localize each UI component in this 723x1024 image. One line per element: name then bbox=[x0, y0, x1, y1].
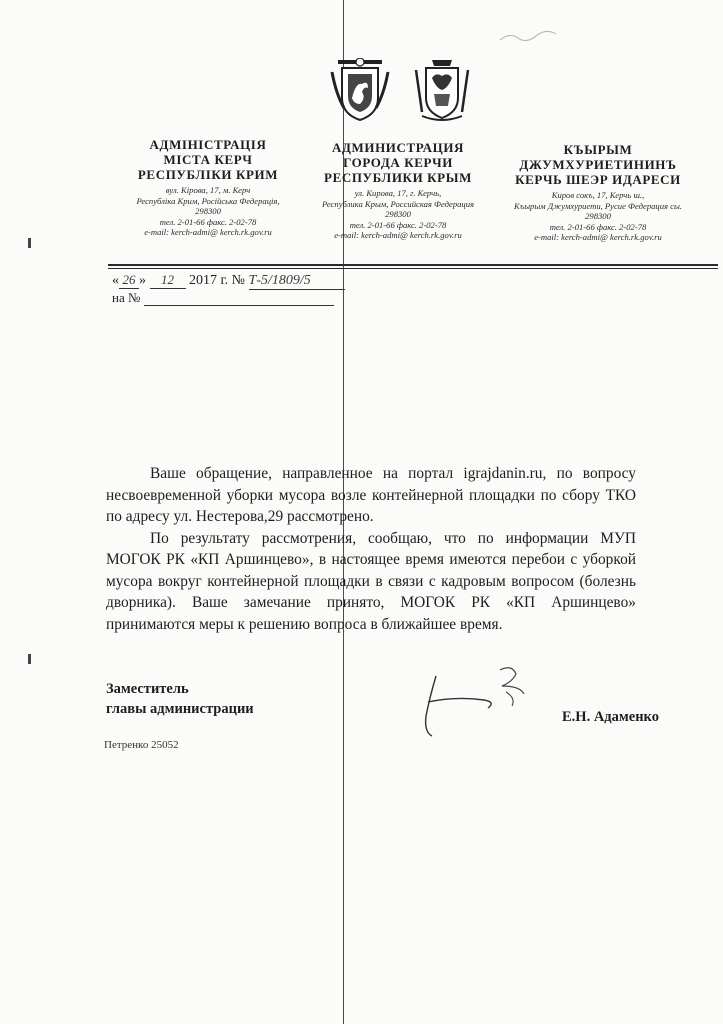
executor-note: Петренко 25052 bbox=[104, 739, 179, 751]
body-paragraph: По результату рассмотрения, сообщаю, что по информации МУП МОГОК РК «КП Аршинцево», в настоящее время имеются перебои с уборкой мусора вокруг контейнерной площадки в связи с кадровым вопросом (болезнь дворника). Ваше замечание принято, МОГОК РК «КП Аршинцево» принимаются меры к решению вопроса в ближайшее время. bbox=[106, 529, 636, 633]
registration-line: « 26 » 12 2017 г. № Т-5/1809/5 bbox=[112, 272, 345, 290]
letter-body bbox=[106, 463, 636, 635]
header-ua-title: АДМІНІСТРАЦІЯ МІСТА КЕРЧ РЕСПУБЛІКИ КРИМ bbox=[137, 137, 279, 182]
header-ua-address: вул. Кірова, 17, м. Керч Республіка Крим, Російська Федерація, 298300 тел. 2-01-66 факс. 2-02-78 e-mail: kerch-admi@ kerch.rk.gov.ru bbox=[136, 185, 280, 237]
registration-month: 12 bbox=[150, 272, 186, 289]
registration-day: 26 bbox=[119, 272, 139, 289]
header-divider bbox=[108, 264, 718, 266]
signatory-title: Заместитель главы администрации bbox=[106, 681, 254, 717]
handwritten-signature-icon bbox=[396, 656, 546, 746]
body-paragraph: Ваше обращение, направленное на портал igrajdanin.ru, по вопросу несвоевременной уборки мусора возле контейнерной площадки по сбору ТКО по адресу ул. Нестерова,29 рассмотрено. bbox=[106, 465, 636, 525]
header-russian-block bbox=[300, 140, 496, 241]
header-ct-title: КЪЫРЫМ ДЖУМХУРИЕТИНИНЪ КЕРЧЬ ШЕЭР ИДАРЕСИ bbox=[515, 142, 681, 187]
header-divider-thin bbox=[108, 268, 718, 269]
registration-year: 2017 г. № bbox=[189, 273, 246, 288]
reference-blank bbox=[144, 293, 334, 306]
corner-handwriting-mark bbox=[496, 22, 566, 52]
header-ct-address: Киров сокъ, 17, Керчь ш., Къырым Джумхуриети, Русие Федерация сы. 298300 тел. 2-01-66 факс. 2-02-78 e-mail: kerch-admi@ kerch.rk.gov.ru bbox=[514, 190, 682, 242]
crimea-coat-of-arms-icon bbox=[330, 58, 390, 124]
kerch-coat-of-arms-icon bbox=[412, 58, 472, 124]
header-crimean-tatar-block bbox=[480, 142, 716, 243]
reference-line: на № bbox=[112, 290, 334, 306]
header-ru-address: ул. Кирова, 17, г. Керчь, Республика Крым, Российская Федерация 298300 тел. 2-01-66 факс. 2-02-78 e-mail: kerch-admi@ kerch.rk.gov.ru bbox=[321, 188, 475, 240]
signatory-name: Е.Н. Адаменко bbox=[562, 709, 659, 725]
registration-number: Т-5/1809/5 bbox=[249, 273, 345, 290]
scan-edge-mark bbox=[28, 654, 31, 664]
header-ukrainian-block bbox=[105, 137, 311, 238]
scan-edge-mark bbox=[28, 238, 31, 248]
header-ru-title: АДМИНИСТРАЦИЯ ГОРОДА КЕРЧИ РЕСПУБЛИКИ КРЫМ bbox=[324, 140, 472, 185]
